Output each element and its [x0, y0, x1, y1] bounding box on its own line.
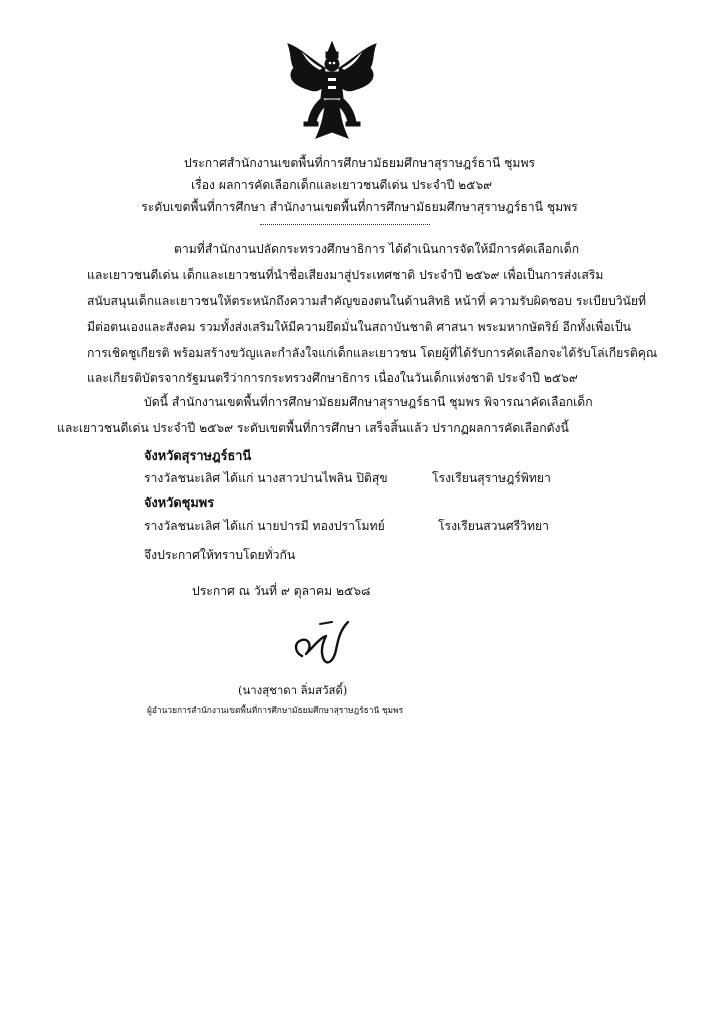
award-recipient: รางวัลชนะเลิศ ได้แก่ นายปารมี ทองปราโมทย์ [144, 519, 385, 533]
announcement-date: ประกาศ ณ วันที่ ๙ ตุลาคม ๒๕๖๘ [192, 584, 371, 598]
signer-name: (นางสุชาดา ลิ่มสวัสดิ์) [238, 683, 348, 697]
paragraph-1-line: สนับสนุนเด็กและเยาวชนให้ตระหนักถึงความสำคัญของตนในด้านสิทธิ หน้าที่ ความรับผิดชอบ ระเบียบวินัยที่ [87, 294, 647, 308]
announcement-level: ระดับเขตพื้นที่การศึกษา สำนักงานเขตพื้นที่การศึกษามัธยมศึกษาสุราษฎร์ธานี ชุมพร [141, 200, 578, 214]
header-divider [260, 224, 430, 225]
province-heading: จังหวัดชุมพร [144, 496, 215, 511]
paragraph-1-line: มีต่อตนเองและสังคม รวมทั้งส่งเสริมให้มีความยึดมั่นในสถาบันชาติ ศาสนา พระมหากษัตริย์ อีกทั้งเพื่อเป็น [87, 320, 631, 334]
signer-position: ผู้อำนวยการสำนักงานเขตพื้นที่การศึกษามัธยมศึกษาสุราษฎร์ธานี ชุมพร [147, 705, 404, 715]
announcement-subject: เรื่อง ผลการคัดเลือกเด็กและเยาวชนดีเด่น ประจำปี ๒๕๖๙ [191, 178, 493, 192]
province-heading: จังหวัดสุราษฎร์ธานี [144, 449, 252, 464]
paragraph-2-line: บัดนี้ สำนักงานเขตพื้นที่การศึกษามัธยมศึกษาสุราษฎร์ธานี ชุมพร พิจารณาคัดเลือกเด็ก [144, 395, 593, 409]
paragraph-2-line: และเยาวชนดีเด่น ประจำปี ๒๕๖๙ ระดับเขตพื้นที่การศึกษา เสร็จสิ้นแล้ว ปรากฏผลการคัดเลือกดังนี้ [57, 421, 569, 435]
award-recipient: รางวัลชนะเลิศ ได้แก่ นางสาวปานไพลิน ปิติสุข [144, 471, 388, 485]
closing-statement: จึงประกาศให้ทราบโดยทั่วกัน [144, 548, 296, 562]
garuda-emblem-icon [282, 38, 382, 146]
paragraph-1-line: ตามที่สำนักงานปลัดกระทรวงศึกษาธิการ ได้ดำเนินการจัดให้มีการคัดเลือกเด็ก [174, 242, 580, 256]
award-school: โรงเรียนสุราษฎร์พิทยา [432, 471, 551, 485]
announcement-issuer: ประกาศสำนักงานเขตพื้นที่การศึกษามัธยมศึกษาสุราษฎร์ธานี ชุมพร [183, 156, 536, 170]
paragraph-1-line: การเชิดชูเกียรติ พร้อมสร้างขวัญและกำลังใจแก่เด็กและเยาวชน โดยผู้ที่ได้รับการคัดเลือกจะได้รับโล่เกียรติคุณ [87, 346, 658, 360]
award-school: โรงเรียนสวนศรีวิทยา [438, 519, 549, 533]
handwritten-signature-icon [290, 616, 352, 672]
paragraph-1-line: และเกียรติบัตรจากรัฐมนตรีว่าการกระทรวงศึกษาธิการ เนื่องในวันเด็กแห่งชาติ ประจำปี ๒๕๖๙ [87, 371, 578, 385]
paragraph-1-line: และเยาวชนดีเด่น เด็กและเยาวชนที่นำชื่อเสียงมาสู่ประเทศชาติ ประจำปี ๒๕๖๙ เพื่อเป็นการส่งเสริม [87, 268, 604, 282]
